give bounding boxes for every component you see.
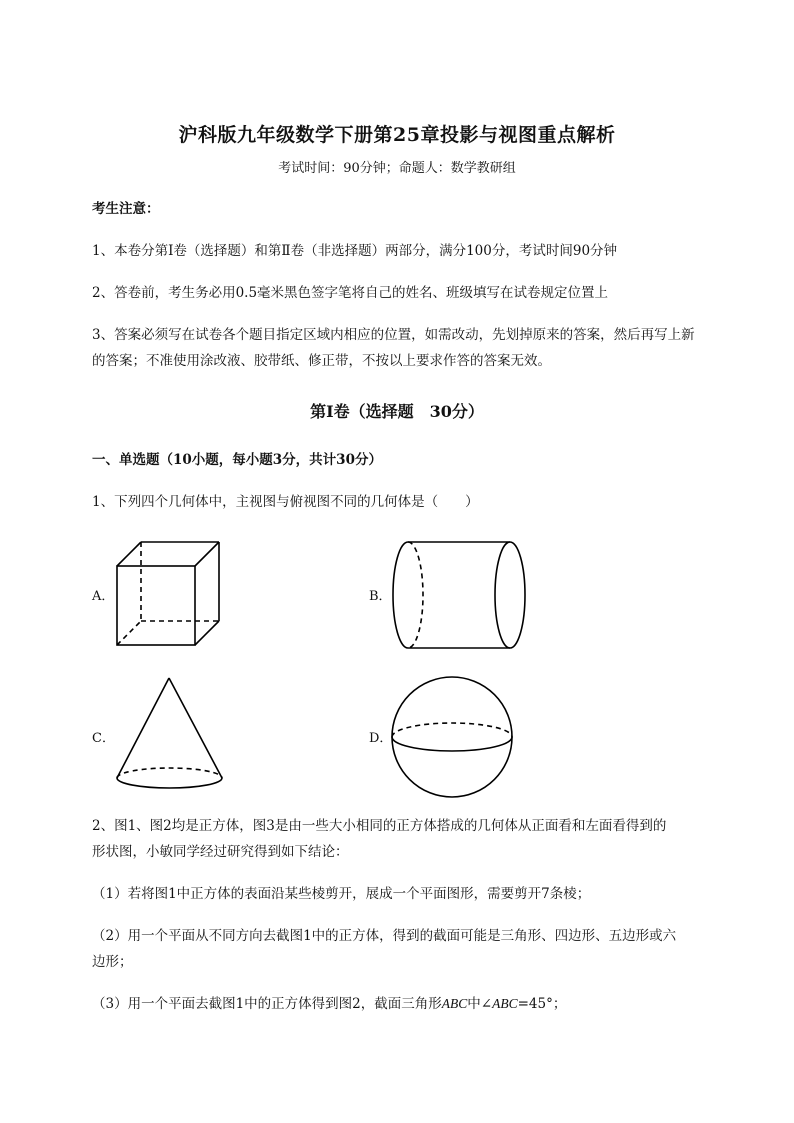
notice-item-1: 1、本卷分第I卷（选择题）和第Ⅱ卷（非选择题）两部分，满分100分，考试时间90分钟 — [92, 243, 618, 259]
question-2-conclusion-2-line1: （2）用一个平面从不同方向去截图1中的正方体，得到的截面可能是三角形、四边形、五边形或六 — [92, 928, 677, 944]
page-title: 沪科版九年级数学下册第25章投影与视图重点解析 — [178, 124, 616, 146]
question-2-conclusion-1: （1）若将图1中正方体的表面沿某些棱剪开，展成一个平面图形，需要剪开7条棱； — [92, 886, 591, 902]
question-1-stem: 1、下列四个几何体中，主视图与俯视图不同的几何体是（ ） — [92, 494, 479, 510]
notice-heading: 考生注意： — [92, 201, 160, 217]
cylinder-figure — [392, 541, 527, 649]
option-d-label: D． — [369, 731, 393, 746]
notice-item-3-line2: 的答案；不准使用涂改液、胶带纸、修正带，不按以上要求作答的答案无效。 — [92, 353, 551, 369]
cone-figure — [116, 677, 224, 791]
part-one-heading: 一、单选题（10小题，每小题3分，共计30分） — [92, 452, 382, 468]
question-2-conclusion-2-line2: 边形； — [92, 954, 133, 970]
conclusion-3-prefix: （3）用一个平面去截图1中的正方体得到图2，截面三角形 — [92, 996, 442, 1012]
notice-item-2: 2、答卷前，考生务必用0.5毫米黑色签字笔将自己的姓名、班级填写在试卷规定位置上 — [92, 285, 609, 301]
exam-info: 考试时间：90分钟；命题人：数学教研组 — [278, 161, 516, 176]
section-title: 第I卷（选择题 30分） — [310, 402, 484, 421]
triangle-name: ABC — [441, 996, 468, 1011]
conclusion-3-middle: 中∠ — [467, 996, 493, 1012]
option-c-label: C． — [92, 731, 115, 746]
cube-figure — [116, 541, 222, 647]
option-a-label: A． — [92, 589, 115, 604]
conclusion-3-suffix: =45°； — [517, 996, 567, 1012]
question-2-stem-line1: 2、图1、图2均是正方体，图3是由一些大小相同的正方体搭成的几何体从正面看和左面看得到的 — [92, 818, 667, 834]
option-b-label: B． — [369, 589, 392, 604]
notice-item-3-line1: 3、答案必须写在试卷各个题目指定区域内相应的位置，如需改动，先划掉原来的答案，然后再写上新 — [92, 327, 695, 343]
sphere-figure — [391, 676, 515, 800]
question-2-stem-line2: 形状图，小敏同学经过研究得到如下结论： — [92, 844, 349, 860]
angle-name: ABC — [492, 996, 518, 1011]
question-2-conclusion-3 — [92, 991, 566, 1017]
